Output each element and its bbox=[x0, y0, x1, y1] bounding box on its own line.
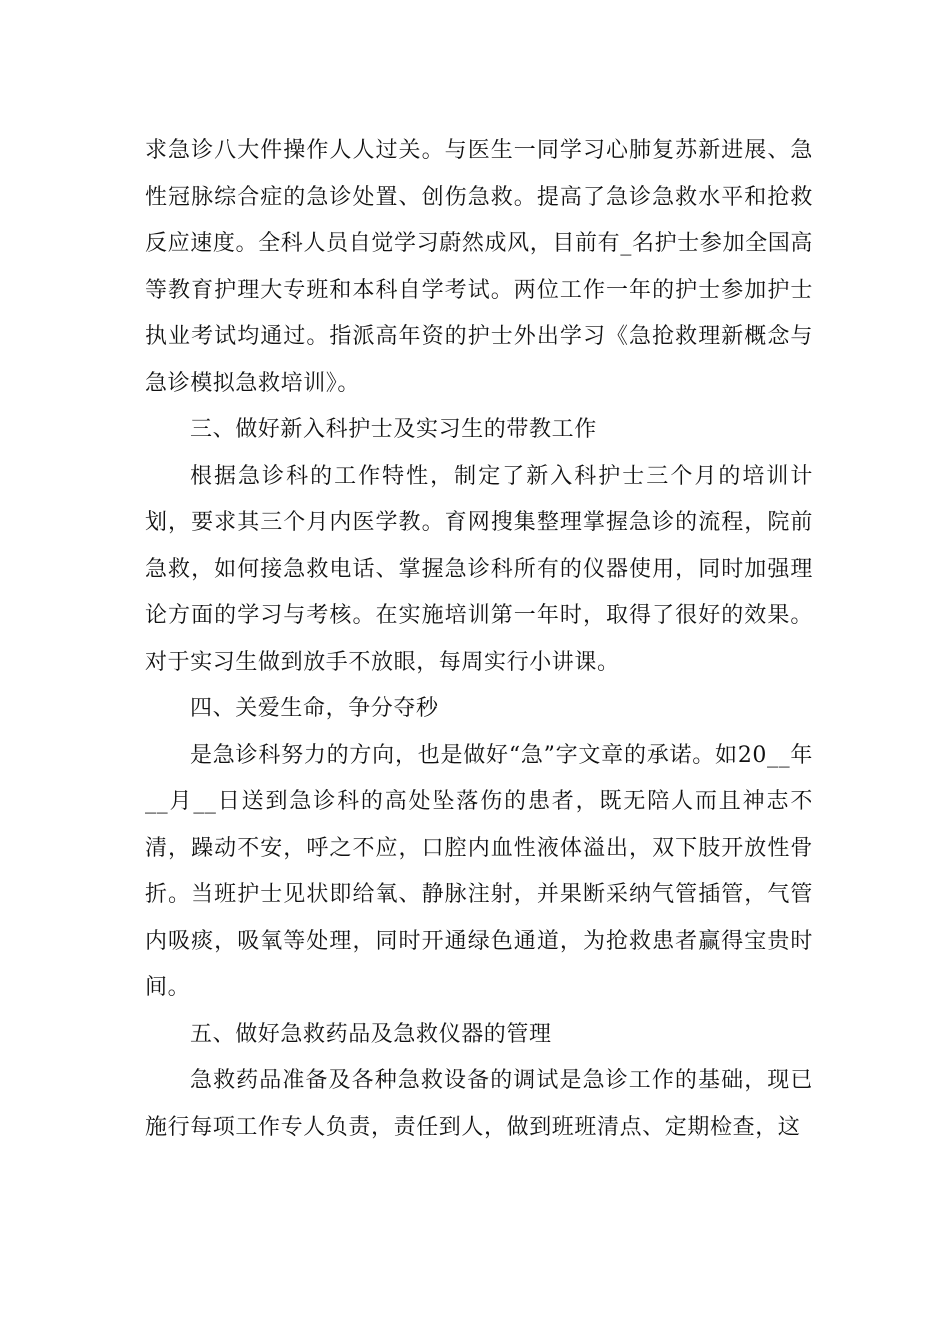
document-body bbox=[145, 128, 813, 1151]
section-heading-4: 四、关爱生命，争分夺秒 bbox=[190, 696, 439, 721]
section-heading-5: 五、做好急救药品及急救仪器的管理 bbox=[190, 1021, 552, 1047]
paragraph-drug-equipment: 急救药品准备及各种急救设备的调试是急诊工作的基础，现已施行每项工作专人负责，责任到人，做到班班清点、定期检查，这 bbox=[145, 1068, 813, 1140]
section-heading-3: 三、做好新入科护士及实习生的带教工作 bbox=[190, 417, 597, 442]
paragraph-new-staff-training: 根据急诊科的工作特性，制定了新入科护士三个月的培训计划，要求其三个月内医学教。育网搜集整理掌握急诊的流程，院前急救，如何接急救电话、掌握急诊科所有的仪器使用，同时加强理论方面的学习与考核。在实施培训第一年时，取得了很好的效果。对于实习生做到放手不放眼，每周实行小讲课。 bbox=[145, 463, 813, 675]
paragraph-training-continued: 求急诊八大件操作人人过关。与医生一同学习心肺复苏新进展、急性冠脉综合症的急诊处置、创伤急救。提高了急诊急救水平和抢救反应速度。全科人员自觉学习蔚然成风，目前有_名护士参加全国高等教育护理大专班和本科自学考试。两位工作一年的护士参加护士执业考试均通过。指派高年资的护士外出学习《急抢救理新概念与急诊模拟急救培训》。 bbox=[145, 138, 813, 396]
paragraph-emergency-case: 是急诊科努力的方向，也是做好“急”字文章的承诺。如20__年__月__日送到急诊科的高处坠落伤的患者，既无陪人而且神志不清，躁动不安，呼之不应，口腔内血性液体溢出，双下肢开放性骨折。当班护士见状即给氧、静脉注射，并果断采纳气管插管，气管内吸痰，吸氧等处理，同时开通绿色通道，为抢救患者赢得宝贵时间。 bbox=[145, 742, 813, 1000]
